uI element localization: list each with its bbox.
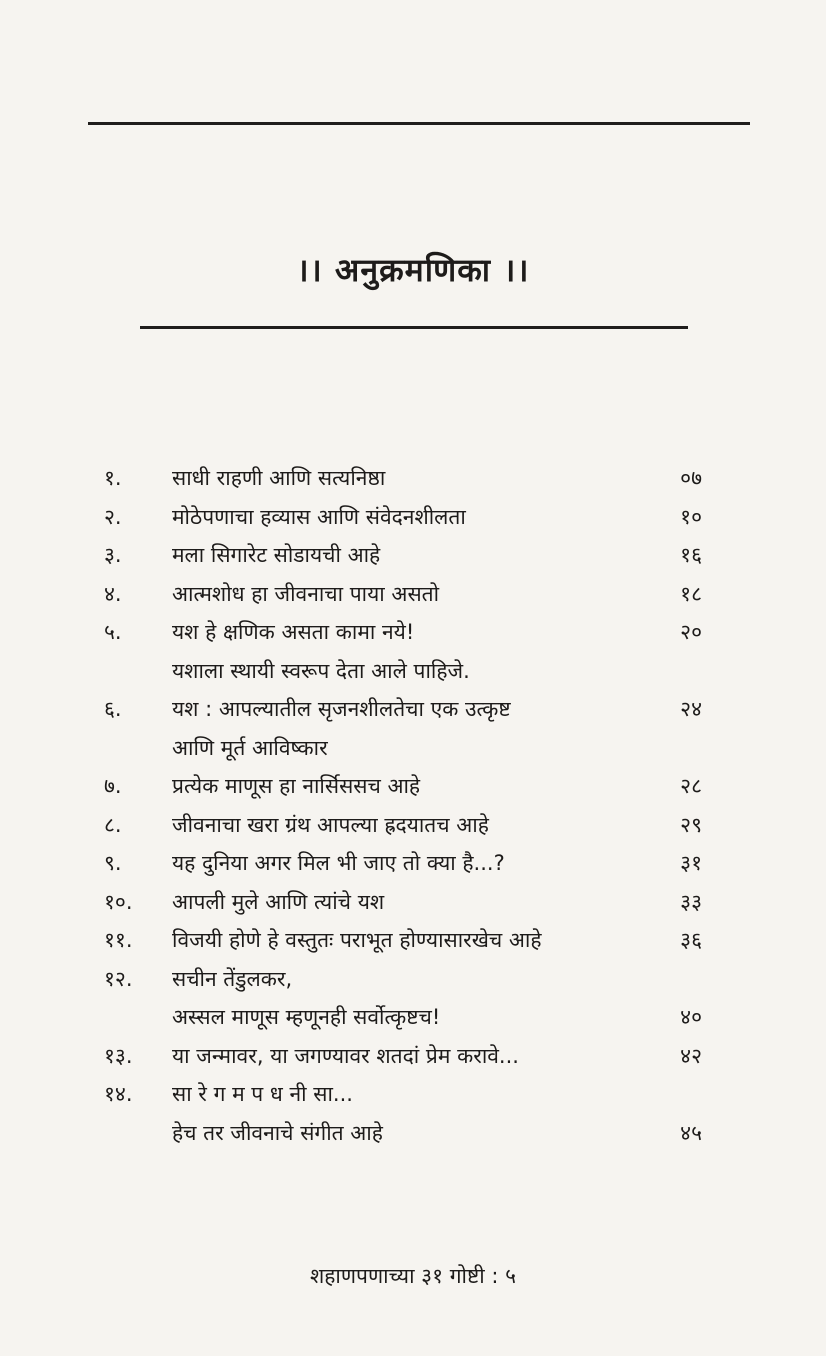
toc-page-number: ४२ xyxy=(680,1043,702,1068)
toc-number: ७. xyxy=(104,774,122,798)
toc-title: या जन्मावर, या जगण्यावर शतदां प्रेम करावे... xyxy=(172,1043,519,1068)
toc-title: साधी राहणी आणि सत्यनिष्ठा xyxy=(172,466,386,490)
toc-page-number: ४५ xyxy=(680,1120,702,1145)
toc-title: प्रत्येक माणूस हा नार्सिससच आहे xyxy=(172,774,421,798)
toc-row xyxy=(0,806,826,845)
toc-title: यशाला स्थायी स्वरूप देता आले पाहिजे. xyxy=(172,658,470,683)
toc-title: आपली मुले आणि त्यांचे यश xyxy=(172,889,385,914)
toc-title: मोठेपणाचा हव्यास आणि संवेदनशीलता xyxy=(172,504,466,529)
toc-row xyxy=(0,536,826,575)
toc-number: १४. xyxy=(104,1082,133,1106)
toc-title: यश हे क्षणिक असता कामा नये! xyxy=(172,620,415,644)
toc-page-number: ४० xyxy=(680,1005,702,1029)
toc-title: आणि मूर्त आविष्कार xyxy=(172,735,328,760)
toc-page-number: २८ xyxy=(680,774,702,798)
page-footer: शहाणपणाच्या ३१ गोष्टी : ५ xyxy=(309,1264,517,1288)
toc-page-number: १८ xyxy=(680,581,702,606)
toc-page-number: ३३ xyxy=(680,889,702,914)
toc-title: आत्मशोध हा जीवनाचा पाया असतो xyxy=(172,581,440,606)
toc-page-number: १६ xyxy=(680,543,702,567)
toc-row xyxy=(0,1075,826,1114)
toc-number: ११. xyxy=(104,928,133,952)
toc-row xyxy=(0,652,826,691)
page-title: ।। अनुक्रमणिका ।। xyxy=(296,251,530,289)
toc-row xyxy=(0,1037,826,1076)
toc-title: सा रे ग म प ध नी सा... xyxy=(172,1082,353,1106)
toc-title: यह दुनिया अगर मिल भी जाए तो क्या है...? xyxy=(172,851,505,875)
toc-page-number: २४ xyxy=(680,697,702,721)
toc-number: २. xyxy=(104,504,122,529)
toc-row xyxy=(0,767,826,806)
toc-page-number: ३१ xyxy=(680,851,702,875)
title-rule xyxy=(140,326,688,329)
toc-page-number: १० xyxy=(680,504,702,529)
toc-number: १. xyxy=(104,466,122,490)
toc-row xyxy=(0,998,826,1037)
toc-row xyxy=(0,921,826,960)
toc-number: ३. xyxy=(104,543,122,567)
toc-title: जीवनाचा खरा ग्रंथ आपल्या ह्रदयातच आहे xyxy=(172,812,489,837)
toc-number: ४. xyxy=(104,581,122,606)
toc-title: मला सिगारेट सोडायची आहे xyxy=(172,543,381,567)
toc-row xyxy=(0,613,826,652)
table-of-contents xyxy=(0,459,826,1152)
toc-row xyxy=(0,498,826,537)
toc-title: हेच तर जीवनाचे संगीत आहे xyxy=(172,1120,383,1145)
toc-page-number: २९ xyxy=(680,812,702,837)
toc-row xyxy=(0,960,826,999)
toc-row xyxy=(0,1114,826,1153)
toc-row xyxy=(0,459,826,498)
toc-page-number: ३६ xyxy=(680,928,702,952)
toc-number: ५. xyxy=(104,620,122,644)
toc-row xyxy=(0,575,826,614)
toc-title: सचीन तेंडुलकर, xyxy=(172,966,293,991)
toc-page-number: ०७ xyxy=(680,466,702,490)
toc-page-number: २० xyxy=(680,620,702,644)
toc-number: १०. xyxy=(104,889,133,914)
toc-row xyxy=(0,844,826,883)
toc-row xyxy=(0,690,826,729)
top-rule xyxy=(88,122,750,125)
toc-number: ६. xyxy=(104,697,122,721)
toc-title: अस्सल माणूस म्हणूनही सर्वोत्कृष्टच! xyxy=(172,1005,441,1029)
toc-number: १२. xyxy=(104,966,133,991)
toc-title: विजयी होणे हे वस्तुतः पराभूत होण्यासारखेच आहे xyxy=(172,928,542,952)
toc-row xyxy=(0,883,826,922)
toc-row xyxy=(0,729,826,768)
toc-number: ८. xyxy=(104,812,122,837)
toc-number: ९. xyxy=(104,851,122,875)
toc-number: १३. xyxy=(104,1043,133,1068)
toc-title: यश : आपल्यातील सृजनशीलतेचा एक उत्कृष्ट xyxy=(172,697,511,721)
